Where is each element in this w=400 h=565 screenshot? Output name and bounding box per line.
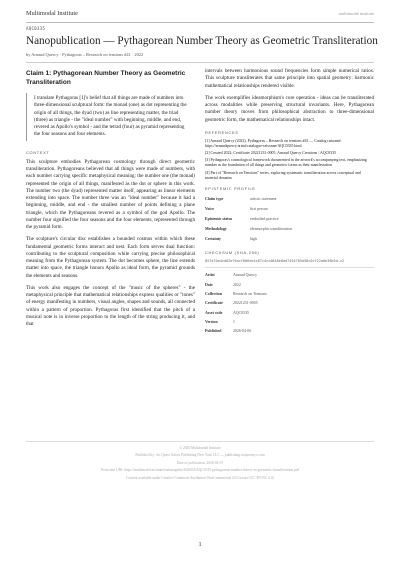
table-row — [205, 299, 267, 308]
institute-name-right: multimodal institute — [338, 11, 374, 16]
reference-item: [2] Created 2022; Certificate 20221231-0005, Arnaud Quercy Creations / AQC0335 — [205, 151, 336, 156]
reference-item: [3] Pythagoras's cosmological framework documented in the artwork's accompanying text, emphasizing number as the foundation of all things and geometric forms as their manifestation — [205, 158, 367, 168]
table-row — [205, 235, 292, 245]
meta-value: 1 — [233, 319, 235, 324]
footer-date: Date of publication: 2026-04-07 — [176, 460, 224, 465]
footer-rule — [26, 441, 374, 442]
table-row — [205, 327, 267, 336]
references-list — [205, 139, 374, 181]
context-heading: CONTEXT — [26, 149, 50, 155]
title-rule — [26, 62, 374, 63]
left-column — [26, 68, 195, 333]
epistemic-value: ideamorphic transliteration — [250, 227, 293, 232]
context-paragraph: This sculpture embodies Pythagorean cosmology through direct geometric transliteration. Pythagoreans believed that all things were made of numbers, with each number carrying specific metaphysical meaning: the number one (the monad) represented the origin of all things, manifested as the dot or sphere in this work. The number two (the dyad) represented matter itself, appearing as linear elements extending into space. The number three was an "ideal number" because it had a beginning, middle, and end - the smallest number of points defining a plane triangle, which the Pythagoreans revered as a symbol of the god Apollo. The number four signified the four seasons and the four elements, represented through the pyramid form. — [26, 158, 195, 230]
meta-value: 2026-04-06 — [233, 329, 252, 334]
meta-value: AQC0335 — [233, 310, 249, 315]
table-row — [205, 225, 292, 235]
context-paragraph: The sculpture's circular disc establishes a bounded cosmos within which these fundamental geometric forms interact and nest. Each form serves dual function: contributing to the sculptural composition while carrying precise philosophical meaning from the Pythagorean system. The dot becomes sphere, the line extends matter into space, the triangle honors Apollo as ideal form, the pyramid grounds the elements and seasons. — [26, 236, 195, 279]
footer-license: Content available under Creative Commons Attribution-NonCommercial 4.0 Licence (CC BY-NC 4.0) — [126, 475, 274, 480]
epistemic-value: artistic statement — [250, 197, 277, 202]
meta-value: 2022 — [233, 282, 241, 287]
claim-abstract: I translate Pythagoras [1]'s belief that all things are made of numbers into three-dimensional sculptural form: the monad (one) as dot representing the origin of all things, the dyad (two) as line representing matter, the triad (three) as triangle - the "ideal number" with beginning, middle, and end, revered as Apollo's symbol - and the tetrad (four) as pyramid representing the four seasons and four elements. — [26, 93, 195, 141]
table-row — [205, 281, 267, 290]
epistemic-key: Epistemic status — [205, 217, 233, 222]
meta-key: Asset code — [205, 310, 223, 315]
epistemic-value: first person — [250, 207, 268, 212]
context-paragraph: intervals between harmonious sound frequencies form simple numerical ratios. This sculpture transliterates that same principle into spatial geometry: harmonic mathematical relationships rendered visible. — [205, 68, 374, 89]
epistemic-table — [205, 195, 292, 245]
references-heading: REFERENCES — [205, 129, 239, 135]
reference-item: [1] Arnaud Quercy (2022). Pythagoras – Research on tensions #41 — Catalog raisonné. https://arnaudquercy.artmi/catalogue-raisonne/AQC0335.html — [205, 139, 342, 148]
table-row — [205, 205, 292, 215]
table-row — [205, 290, 267, 299]
footer-uri[interactable]: Persistent URI: https://multimodal.institute/en/nanopubs/2026/02/AQC0335-pythagorean-number-theory-as-geometric-transliteration.pdf — [101, 468, 299, 473]
checksum-value: 857e70a4cd62b76acf806eb4c87c4cc0848e0ad7494705d58c0cf22a6b36b5d-c2 — [205, 259, 345, 264]
page-header — [26, 10, 374, 17]
page-title: Nanopublication — Pythagorean Number Theory as Geometric Transliteration — [26, 35, 378, 47]
metadata-table — [205, 271, 267, 336]
meta-key: Date — [205, 282, 213, 287]
epistemic-value: embodied practice — [250, 217, 279, 222]
claim-title: Claim 1: Pythagorean Number Theory as Geometric Transliteration — [26, 70, 186, 86]
meta-key: Collection — [205, 291, 222, 296]
header-rule — [26, 22, 374, 23]
context-paragraph: The work exemplifies ideamorphism's core operation - ideas can be transliterated across modalities while preserving structural invariants. Here, Pythagorean number theory moves from philosophical abstraction to three-dimensional geometric form, the mathematical relationships intact. — [205, 94, 374, 123]
epistemic-key: Claim type — [205, 197, 224, 202]
epistemic-key: Voice — [205, 207, 214, 212]
footer-copyright: © 2026 Multimodal Institute — [179, 446, 221, 450]
table-row — [205, 271, 267, 280]
reference-item: [4] Part of "Research on Tensions" series, exploring systematic transliteration across conceptual and material domains — [205, 170, 361, 180]
epistemic-key: Certainty — [205, 237, 221, 242]
meta-key: Certificate — [205, 301, 223, 306]
divider — [205, 267, 374, 268]
meta-key: Artist — [205, 273, 215, 278]
epistemic-heading: EPISTEMIC PROFILE — [205, 185, 256, 191]
checksum-heading: CHECKSUM (SHA-256) — [205, 249, 260, 255]
meta-value: Arnaud Quercy — [233, 273, 258, 278]
table-row — [205, 195, 292, 205]
asset-code: AQC0335 — [26, 26, 46, 31]
context-paragraph: This work also engages the concept of the "music of the spheres" - the metaphysical principle that mathematical relationships express qualities or "tones" of energy manifesting in numbers, visual angles, shapes and sounds, all connected within a pattern of proportion. Pythagoras first identified that the pitch of a musical note is in inverse proportion to the length of the string producing it, and that — [26, 284, 195, 327]
page-footer — [26, 445, 374, 482]
table-row — [205, 215, 292, 225]
page-number: 1 — [198, 541, 202, 548]
table-row — [205, 318, 267, 327]
table-row — [205, 309, 267, 318]
right-column — [205, 68, 374, 337]
footer-publisher: Published by: Art Quest Artists Publishing New York LLC — publishing.artquestnyc.com — [135, 453, 265, 458]
meta-key: Version — [205, 319, 218, 324]
meta-value: 20221231-0005 — [233, 301, 258, 306]
byline: by Arnaud Quercy · Pythagoras – Research on tensions #41 · 2022 — [26, 52, 144, 57]
epistemic-value: high — [250, 237, 257, 242]
epistemic-key: Methodology — [205, 227, 227, 232]
institute-name: Multimodal Institute — [26, 10, 78, 17]
meta-value: Research on Tensions — [233, 291, 267, 296]
meta-key: Published — [205, 329, 222, 334]
